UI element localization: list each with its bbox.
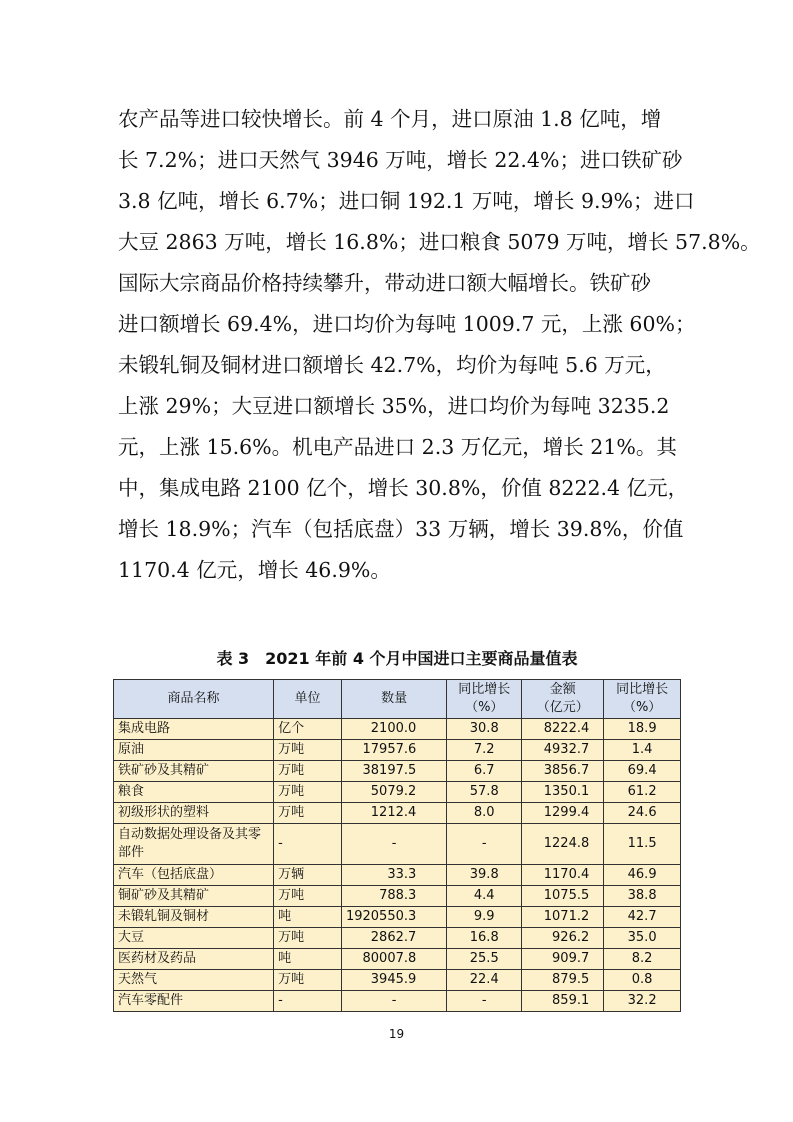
cell-quantity-yoy: 57.8 [447,782,522,803]
cell-commodity-name: 铜矿砂及其精矿 [114,886,274,907]
cell-quantity: - [341,991,446,1012]
cell-unit: - [274,824,342,865]
cell-amount-yoy: 11.5 [604,824,681,865]
table-row [114,907,681,928]
cell-commodity-name: 集成电路 [114,719,274,740]
cell-commodity-name: 大豆 [114,928,274,949]
cell-amount-yoy: 46.9 [604,865,681,886]
cell-quantity: 38197.5 [341,761,446,782]
paragraph-line: 国际大宗商品价格持续攀升，带动进口额大幅增长。铁矿砂 [118,271,651,295]
cell-quantity-yoy: 4.4 [447,886,522,907]
cell-unit: 万吨 [274,970,342,991]
cell-amount-yoy: 61.2 [604,782,681,803]
cell-quantity-yoy: 30.8 [447,719,522,740]
cell-unit: 亿个 [274,719,342,740]
cell-commodity-name: 汽车（包括底盘） [114,865,274,886]
cell-quantity: 3945.9 [341,970,446,991]
table-header-row [114,680,681,719]
header-unit: 单位 [274,680,342,719]
cell-amount-yoy: 42.7 [604,907,681,928]
cell-amount-yoy: 69.4 [604,761,681,782]
cell-amount-yoy: 18.9 [604,719,681,740]
paragraph-line: 1170.4 亿元，增长 46.9%。 [118,558,391,582]
cell-amount-yoy: 0.8 [604,970,681,991]
header-quantity-yoy-label: 同比增长 [458,682,511,697]
cell-quantity-yoy: 6.7 [447,761,522,782]
cell-amount-yoy: 8.2 [604,949,681,970]
cell-amount: 859.1 [522,991,604,1012]
cell-unit: 吨 [274,949,342,970]
cell-amount: 1071.2 [522,907,604,928]
header-amount-label: 金额 [549,682,576,697]
cell-quantity-yoy: - [447,824,522,865]
table-row [114,886,681,907]
paragraph-line: 未锻轧铜及铜材进口额增长 42.7%，均价为每吨 5.6 万元， [118,353,666,377]
cell-unit: 万吨 [274,782,342,803]
table-row [114,928,681,949]
cell-quantity: 1212.4 [341,803,446,824]
cell-commodity-name: 医药材及药品 [114,949,274,970]
cell-unit: 万辆 [274,865,342,886]
header-amount-unit: （亿元） [536,700,589,715]
paragraph-line: 进口额增长 69.4%，进口均价为每吨 1009.7 元，上涨 60%； [118,312,696,336]
cell-quantity-yoy: 7.2 [447,740,522,761]
cell-amount: 926.2 [522,928,604,949]
header-amount-yoy-unit: （%） [622,700,662,715]
header-commodity-name: 商品名称 [114,680,274,719]
paragraph-line: 农产品等进口较快增长。前 4 个月，进口原油 1.8 亿吨，增 [118,107,662,131]
cell-commodity-name: 自动数据处理设备及其零部件 [114,824,274,865]
table-row [114,761,681,782]
cell-commodity-name: 铁矿砂及其精矿 [114,761,274,782]
cell-amount-yoy: 32.2 [604,991,681,1012]
cell-quantity: 5079.2 [341,782,446,803]
header-quantity: 数量 [341,680,446,719]
header-quantity-yoy-unit: （%） [465,700,504,715]
cell-commodity-name: 粮食 [114,782,274,803]
paragraph-line: 长 7.2%；进口天然气 3946 万吨，增长 22.4%；进口铁矿砂 [118,148,683,172]
cell-quantity-yoy: - [447,991,522,1012]
cell-quantity: - [341,824,446,865]
cell-amount: 909.7 [522,949,604,970]
cell-quantity-yoy: 9.9 [447,907,522,928]
table-caption: 表 3 2021 年前 4 个月中国进口主要商品量值表 [216,649,578,668]
paragraph-line: 大豆 2863 万吨，增长 16.8%；进口粮食 5079 万吨，增长 57.8%。 [118,230,761,254]
header-amount [522,680,604,719]
table-row [114,803,681,824]
cell-amount: 1299.4 [522,803,604,824]
cell-unit: 万吨 [274,886,342,907]
table-row [114,740,681,761]
cell-unit: 万吨 [274,928,342,949]
cell-amount: 1224.8 [522,824,604,865]
page-number: 19 [388,1027,405,1041]
cell-amount: 1075.5 [522,886,604,907]
table-row [114,782,681,803]
cell-quantity: 33.3 [341,865,446,886]
cell-quantity-yoy: 22.4 [447,970,522,991]
table-row [114,991,681,1012]
cell-commodity-name: 初级形状的塑料 [114,803,274,824]
cell-amount: 3856.7 [522,761,604,782]
table-row [114,719,681,740]
cell-quantity: 1920550.3 [341,907,446,928]
cell-amount-yoy: 1.4 [604,740,681,761]
cell-commodity-name: 未锻轧铜及铜材 [114,907,274,928]
cell-amount-yoy: 38.8 [604,886,681,907]
cell-unit: 万吨 [274,761,342,782]
cell-unit: 万吨 [274,740,342,761]
table-row [114,865,681,886]
body-paragraph [118,99,761,591]
cell-quantity-yoy: 8.0 [447,803,522,824]
header-amount-yoy [604,680,681,719]
cell-quantity-yoy: 25.5 [447,949,522,970]
cell-amount: 4932.7 [522,740,604,761]
cell-amount-yoy: 35.0 [604,928,681,949]
cell-commodity-name: 原油 [114,740,274,761]
cell-unit: 万吨 [274,803,342,824]
paragraph-line: 元，上涨 15.6%。机电产品进口 2.3 万亿元，增长 21%。其 [118,435,677,459]
import-commodities-table [113,679,681,1012]
cell-commodity-name: 汽车零配件 [114,991,274,1012]
cell-quantity-yoy: 16.8 [447,928,522,949]
table-row [114,949,681,970]
paragraph-line: 上涨 29%；大豆进口额增长 35%，进口均价为每吨 3235.2 [118,394,670,418]
header-quantity-yoy [447,680,522,719]
cell-quantity: 2862.7 [341,928,446,949]
paragraph-line: 中，集成电路 2100 亿个，增长 30.8%，价值 8222.4 亿元， [118,476,689,500]
cell-quantity: 2100.0 [341,719,446,740]
cell-amount-yoy: 24.6 [604,803,681,824]
cell-unit: 吨 [274,907,342,928]
cell-quantity-yoy: 39.8 [447,865,522,886]
cell-amount: 8222.4 [522,719,604,740]
paragraph-line: 增长 18.9%；汽车（包括底盘）33 万辆，增长 39.8%，价值 [118,517,684,541]
cell-amount: 1350.1 [522,782,604,803]
header-amount-yoy-label: 同比增长 [616,682,669,697]
cell-quantity: 80007.8 [341,949,446,970]
table-row [114,970,681,991]
cell-quantity: 17957.6 [341,740,446,761]
paragraph-line: 3.8 亿吨，增长 6.7%；进口铜 192.1 万吨，增长 9.9%；进口 [118,189,695,213]
cell-amount: 1170.4 [522,865,604,886]
cell-quantity: 788.3 [341,886,446,907]
cell-commodity-name: 天然气 [114,970,274,991]
cell-amount: 879.5 [522,970,604,991]
table-row [114,824,681,865]
cell-unit: - [274,991,342,1012]
